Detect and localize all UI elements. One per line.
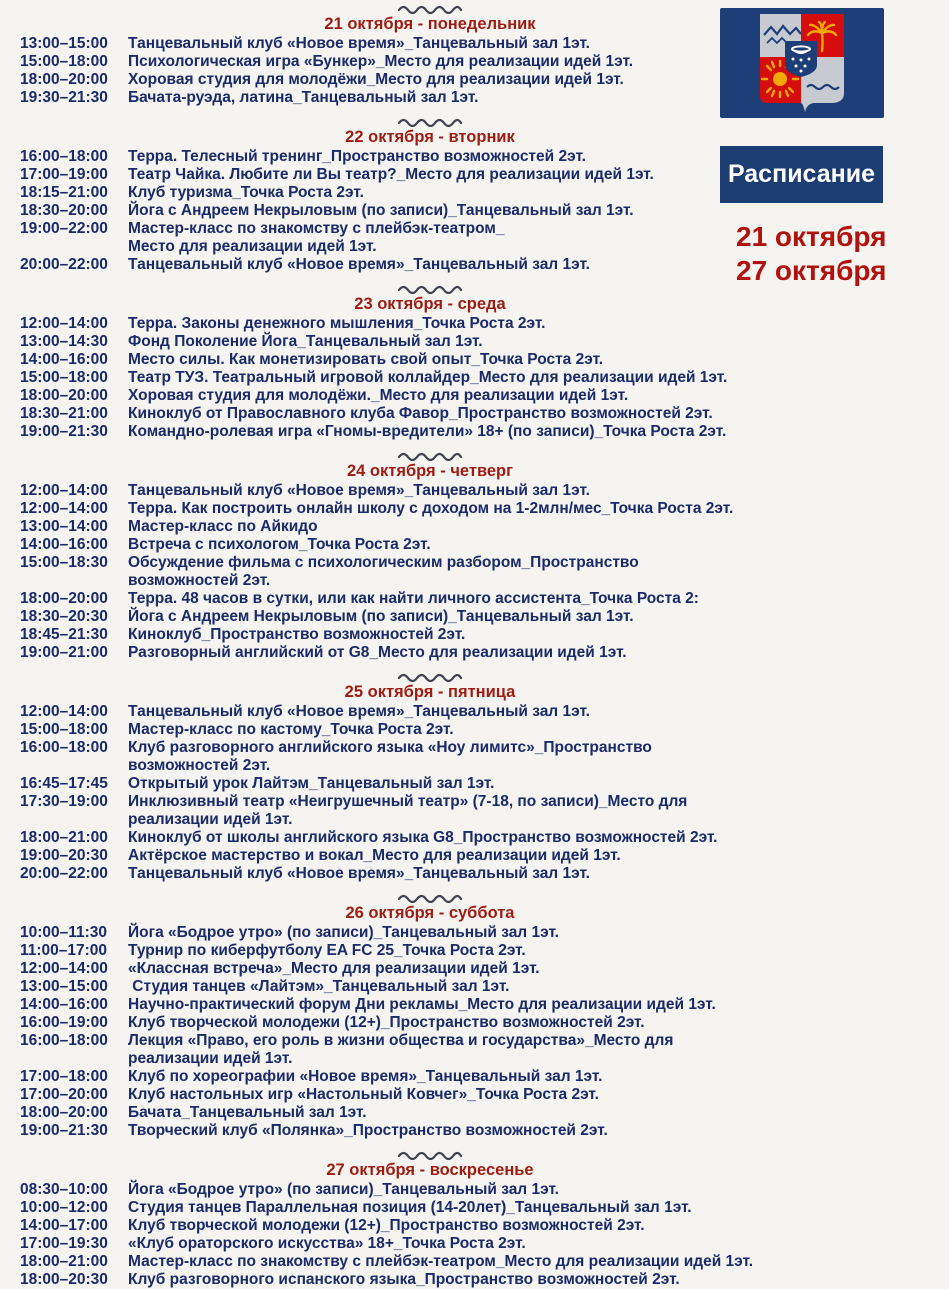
event-time: 15:00–18:00 xyxy=(20,721,108,738)
event-row xyxy=(20,554,930,572)
event-time: 18:00–20:00 xyxy=(20,387,108,404)
event-time: 17:00–18:00 xyxy=(20,1068,108,1085)
event-text: Творческий клуб «Полянка»_Пространство возможностей 2эт. xyxy=(128,1122,608,1139)
event-time: 14:00–16:00 xyxy=(20,996,108,1013)
event-time: 19:00–21:30 xyxy=(20,1122,108,1139)
event-text: Фонд Поколение Йога_Танцевальный зал 1эт. xyxy=(128,333,483,350)
event-time xyxy=(20,1050,128,1068)
event-row xyxy=(20,1086,930,1104)
squiggle-divider-icon xyxy=(20,891,840,903)
event-text: Мастер-класс по знакомству с плейбэк-театром_ xyxy=(128,220,505,237)
event-text: Клуб разговорного английского языка «Ноу лимитс»_Пространство xyxy=(128,739,652,756)
event-row-continuation xyxy=(20,572,930,590)
event-text: реализации идей 1эт. xyxy=(128,811,293,828)
event-time: 19:00–21:00 xyxy=(20,644,108,661)
event-row xyxy=(20,315,930,333)
event-row xyxy=(20,351,930,369)
event-time: 11:00–17:00 xyxy=(20,942,108,959)
event-time: 20:00–22:00 xyxy=(20,256,108,273)
day-section xyxy=(20,1148,930,1289)
date-from: 21 октября xyxy=(736,221,887,252)
event-time: 18:30–21:00 xyxy=(20,405,108,422)
coat-of-arms-icon xyxy=(759,13,845,113)
event-text: Бачата_Танцевальный зал 1эт. xyxy=(128,1104,367,1121)
event-text: Танцевальный клуб «Новое время»_Танцевальный зал 1эт. xyxy=(128,35,590,52)
event-row xyxy=(20,721,930,739)
event-row xyxy=(20,960,930,978)
event-text: Мастер-класс по кастому_Точка Роста 2эт. xyxy=(128,721,454,738)
event-time: 18:15–21:00 xyxy=(20,184,108,201)
event-time: 16:45–17:45 xyxy=(20,775,108,792)
event-list xyxy=(20,924,930,1140)
event-row xyxy=(20,1235,930,1253)
event-text: Мастер-класс по знакомству с плейбэк-театром_Место для реализации идей 1эт. xyxy=(128,1253,754,1270)
event-time: 19:00–20:30 xyxy=(20,847,108,864)
date-range xyxy=(720,220,900,288)
event-text: «Клуб ораторского искусства» 18+_Точка Роста 2эт. xyxy=(128,1235,526,1252)
event-text: Клуб творческой молодежи (12+)_Пространство возможностей 2эт. xyxy=(128,1014,645,1031)
day-title: 21 октября - понедельник xyxy=(324,15,536,33)
event-time: 16:00–18:00 xyxy=(20,1032,108,1049)
event-time: 12:00–14:00 xyxy=(20,500,108,517)
event-time: 19:30–21:30 xyxy=(20,89,108,106)
day-section xyxy=(20,891,930,1140)
event-text: Театр ТУЗ. Театральный игровой коллайдер_Место для реализации идей 1эт. xyxy=(128,369,728,386)
event-list xyxy=(20,1181,930,1289)
event-text: Место для реализации идей 1эт. xyxy=(128,238,377,255)
event-list xyxy=(20,315,930,441)
event-row xyxy=(20,924,930,942)
event-text: Танцевальный клуб «Новое время»_Танцевальный зал 1эт. xyxy=(128,703,590,720)
event-text: Киноклуб от Православного клуба Фавор_Пространство возможностей 2эт. xyxy=(128,405,713,422)
event-row xyxy=(20,1217,930,1235)
event-text: Обсуждение фильма с психологическим разбором_Пространство xyxy=(128,554,639,571)
squiggle-divider-icon xyxy=(20,282,840,294)
event-row xyxy=(20,482,930,500)
event-time: 16:00–18:00 xyxy=(20,739,108,756)
event-text: Инклюзивный театр «Неигрушечный театр» (7-18, по записи)_Место для xyxy=(128,793,688,810)
day-title: 26 октября - суббота xyxy=(345,904,515,922)
event-time: 18:30–20:30 xyxy=(20,608,108,625)
event-row xyxy=(20,793,930,811)
event-row xyxy=(20,500,930,518)
event-text: Йога с Андреем Некрыловым (по записи)_Танцевальный зал 1эт. xyxy=(128,608,634,625)
event-row xyxy=(20,1199,930,1217)
event-text: Разговорный английский от G8_Место для реализации идей 1эт. xyxy=(128,644,627,661)
event-text: Турнир по киберфутболу EA FC 25_Точка Роста 2эт. xyxy=(128,942,526,959)
squiggle-divider-icon xyxy=(20,115,840,127)
event-row xyxy=(20,1122,930,1140)
event-text: Научно-практический форум Дни рекламы_Место для реализации идей 1эт. xyxy=(128,996,716,1013)
event-time: 13:00–15:00 xyxy=(20,978,108,995)
event-row xyxy=(20,1271,930,1289)
event-text: возможностей 2эт. xyxy=(128,757,271,774)
sochi-coat-of-arms-logo xyxy=(720,8,884,118)
day-title: 27 октября - воскресенье xyxy=(326,1161,534,1179)
event-text: Бачата-руэда, латина_Танцевальный зал 1эт. xyxy=(128,89,479,106)
event-row xyxy=(20,387,930,405)
event-row xyxy=(20,590,930,608)
event-text: Терра. 48 часов в сутки, или как найти личного ассистента_Точка Роста 2: xyxy=(128,590,699,607)
event-time: 14:00–16:00 xyxy=(20,536,108,553)
event-row xyxy=(20,865,930,883)
event-time: 19:00–21:30 xyxy=(20,423,108,440)
day-section xyxy=(20,282,930,441)
event-row xyxy=(20,996,930,1014)
event-row-continuation xyxy=(20,811,930,829)
event-text: Киноклуб_Пространство возможностей 2эт. xyxy=(128,626,466,643)
event-row xyxy=(20,829,930,847)
event-time: 15:00–18:00 xyxy=(20,53,108,70)
event-text: Танцевальный клуб «Новое время»_Танцевальный зал 1эт. xyxy=(128,256,590,273)
event-time: 12:00–14:00 xyxy=(20,482,108,499)
event-text: Студия танцев «Лайтэм»_Танцевальный зал 1эт. xyxy=(128,978,510,995)
event-time: 18:00–20:00 xyxy=(20,1104,108,1121)
event-text: Танцевальный клуб «Новое время»_Танцевальный зал 1эт. xyxy=(128,482,590,499)
event-time: 12:00–14:00 xyxy=(20,703,108,720)
event-row xyxy=(20,1181,930,1199)
day-section xyxy=(20,449,930,662)
event-time: 17:00–19:00 xyxy=(20,166,108,183)
event-text: «Классная встреча»_Место для реализации идей 1эт. xyxy=(128,960,540,977)
event-time: 16:00–18:00 xyxy=(20,148,108,165)
event-text: Клуб творческой молодежи (12+)_Пространство возможностей 2эт. xyxy=(128,1217,645,1234)
event-text: Клуб по хореографии «Новое время»_Танцевальный зал 1эт. xyxy=(128,1068,603,1085)
event-row-continuation xyxy=(20,757,930,775)
event-time: 15:00–18:30 xyxy=(20,554,108,571)
event-time: 18:45–21:30 xyxy=(20,626,108,643)
event-row xyxy=(20,1068,930,1086)
event-time: 12:00–14:00 xyxy=(20,960,108,977)
event-text: Театр Чайка. Любите ли Вы театр?_Место для реализации идей 1эт. xyxy=(128,166,654,183)
event-row xyxy=(20,518,930,536)
event-text: Клуб разговорного испанского языка_Пространство возможностей 2эт. xyxy=(128,1271,680,1288)
event-time: 08:30–10:00 xyxy=(20,1181,108,1198)
event-text: Йога с Андреем Некрыловым (по записи)_Танцевальный зал 1эт. xyxy=(128,202,634,219)
event-time: 10:00–12:00 xyxy=(20,1199,108,1216)
event-time: 12:00–14:00 xyxy=(20,315,108,332)
event-time: 14:00–17:00 xyxy=(20,1217,108,1234)
event-time: 18:30–20:00 xyxy=(20,202,108,219)
event-time: 16:00–19:00 xyxy=(20,1014,108,1031)
day-title: 23 октября - среда xyxy=(354,295,506,313)
event-time: 10:00–11:30 xyxy=(20,924,108,941)
event-row xyxy=(20,1253,930,1271)
event-text: Терра. Как построить онлайн школу с доходом на 1-2млн/мес_Точка Роста 2эт. xyxy=(128,500,734,517)
event-text: Студия танцев Параллельная позиция (14-20лет)_Танцевальный зал 1эт. xyxy=(128,1199,692,1216)
event-time: 13:00–15:00 xyxy=(20,35,108,52)
event-text: Лекция «Право, его роль в жизни общества и государства»_Место для xyxy=(128,1032,674,1049)
day-title: 25 октября - пятница xyxy=(344,683,516,701)
event-time: 18:00–20:00 xyxy=(20,590,108,607)
event-text: Открытый урок Лайтэм_Танцевальный зал 1эт. xyxy=(128,775,495,792)
event-row xyxy=(20,644,930,662)
event-text: Терра. Телесный тренинг_Пространство возможностей 2эт. xyxy=(128,148,586,165)
event-row xyxy=(20,405,930,423)
event-row xyxy=(20,942,930,960)
event-time: 18:00–21:00 xyxy=(20,1253,108,1270)
squiggle-divider-icon xyxy=(20,449,840,461)
day-title: 24 октября - четверг xyxy=(347,462,513,480)
event-time: 13:00–14:00 xyxy=(20,518,108,535)
event-row xyxy=(20,703,930,721)
event-time: 18:00–20:30 xyxy=(20,1271,108,1288)
date-to: 27 октября xyxy=(736,255,887,286)
event-row xyxy=(20,1104,930,1122)
event-row xyxy=(20,775,930,793)
event-row xyxy=(20,608,930,626)
event-time: 15:00–18:00 xyxy=(20,369,108,386)
event-row xyxy=(20,1014,930,1032)
event-time xyxy=(20,238,128,256)
event-text: Командно-ролевая игра «Гномы-вредители» 18+ (по записи)_Точка Роста 2эт. xyxy=(128,423,727,440)
event-time: 17:30–19:00 xyxy=(20,793,108,810)
event-text: возможностей 2эт. xyxy=(128,572,271,589)
event-list xyxy=(20,703,930,883)
event-time: 18:00–20:00 xyxy=(20,71,108,88)
event-row xyxy=(20,333,930,351)
event-time: 18:00–21:00 xyxy=(20,829,108,846)
event-text: Встреча с психологом_Точка Роста 2эт. xyxy=(128,536,431,553)
event-text: Клуб настольных игр «Настольный Ковчег»_Точка Роста 2эт. xyxy=(128,1086,599,1103)
event-row xyxy=(20,978,930,996)
schedule-badge xyxy=(720,146,883,203)
event-text: Психологическая игра «Бункер»_Место для реализации идей 1эт. xyxy=(128,53,634,70)
event-time xyxy=(20,572,128,590)
event-row xyxy=(20,1032,930,1050)
event-text: Терра. Законы денежного мышления_Точка Роста 2эт. xyxy=(128,315,546,332)
event-time xyxy=(20,811,128,829)
event-row xyxy=(20,626,930,644)
event-time: 19:00–22:00 xyxy=(20,220,108,237)
event-time: 14:00–16:00 xyxy=(20,351,108,368)
event-time: 13:00–14:30 xyxy=(20,333,108,350)
event-text: Клуб туризма_Точка Роста 2эт. xyxy=(128,184,364,201)
day-title: 22 октября - вторник xyxy=(345,128,515,146)
event-text: Хоровая студия для молодёжи._Место для реализации идей 1эт. xyxy=(128,387,629,404)
event-time xyxy=(20,757,128,775)
event-text: Мастер-класс по Айкидо xyxy=(128,518,318,535)
squiggle-divider-icon xyxy=(20,1148,840,1160)
event-time: 17:00–19:30 xyxy=(20,1235,108,1252)
squiggle-divider-icon xyxy=(20,2,840,14)
event-time: 17:00–20:00 xyxy=(20,1086,108,1103)
fountain-icon xyxy=(785,41,817,77)
event-list xyxy=(20,482,930,662)
event-time: 20:00–22:00 xyxy=(20,865,108,882)
event-row xyxy=(20,536,930,554)
sidebar xyxy=(720,8,900,288)
event-row-continuation xyxy=(20,1050,930,1068)
squiggle-divider-icon xyxy=(20,670,840,682)
event-text: Танцевальный клуб «Новое время»_Танцевальный зал 1эт. xyxy=(128,865,590,882)
event-row xyxy=(20,847,930,865)
event-row xyxy=(20,739,930,757)
day-section xyxy=(20,670,930,883)
event-text: Актёрское мастерство и вокал_Место для реализации идей 1эт. xyxy=(128,847,621,864)
event-text: Место силы. Как монетизировать свой опыт_Точка Роста 2эт. xyxy=(128,351,604,368)
event-text: Хоровая студия для молодёжи_Место для реализации идей 1эт. xyxy=(128,71,624,88)
event-row xyxy=(20,423,930,441)
event-text: Киноклуб от школы английского языка G8_Пространство возможностей 2эт. xyxy=(128,829,718,846)
event-text: Йога «Бодрое утро» (по записи)_Танцевальный зал 1эт. xyxy=(128,1181,559,1198)
event-text: Йога «Бодрое утро» (по записи)_Танцевальный зал 1эт. xyxy=(128,924,559,941)
schedule-badge-label: Расписание xyxy=(727,160,876,188)
event-row xyxy=(20,369,930,387)
event-text: реализации идей 1эт. xyxy=(128,1050,293,1067)
